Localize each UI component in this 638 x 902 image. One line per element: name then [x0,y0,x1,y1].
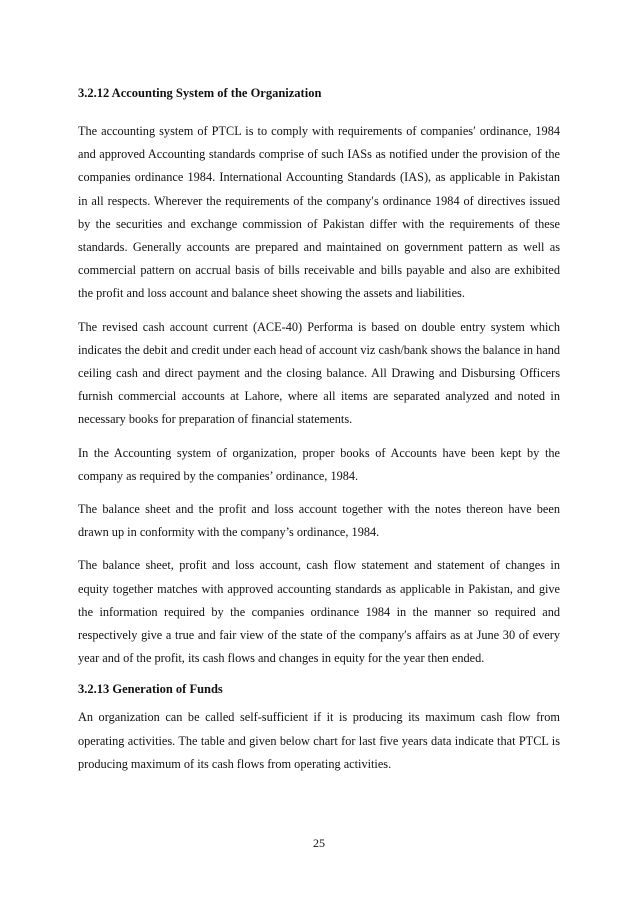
page-content [78,84,560,786]
section-heading-generation-of-funds: 3.2.13 Generation of Funds [78,682,223,697]
paragraph-ace40-performa: The revised cash account current (ACE-40) Performa is based on double entry system which indicates the debit and credit under each head of account viz cash/bank shows the balance in hand ceiling cash and direct payment and the closing balance. All Drawing and Disbursing Officers furnish commercial accounts at Lahore, where all items are separated analyzed and noted in necessary books for preparation of financial statements. [78,319,560,427]
paragraph-balance-sheet-conformity: The balance sheet and the profit and loss account together with the notes thereon have been drawn up in conformity with the company’s ordinance, 1984. [78,502,560,540]
paragraph-self-sufficient: An organization can be called self-sufficient if it is producing its maximum cash flow from operating activities. The table and given below chart for last five years data indicate that PTCL is producing maximum of its cash flows from operating activities. [78,710,560,771]
paragraph-true-fair-view: The balance sheet, profit and loss account, cash flow statement and statement of changes in equity together matches with approved accounting standards as applicable in Pakistan, and give the information required by the companies ordinance 1984 in the manner so required and respectively give a true and fair view of the state of the company′s affairs as at June 30 of every year and of the profit, its cash flows and changes in equity for the year then ended. [78,558,560,666]
section-heading-accounting-system: 3.2.12 Accounting System of the Organization [78,86,322,100]
paragraph-books-of-accounts: In the Accounting system of organization, proper books of Accounts have been kept by the company as required by the companies’ ordinance, 1984. [78,445,560,483]
page-number: 25 [313,836,325,850]
paragraph-accounting-system-intro: The accounting system of PTCL is to comply with requirements of companies′ ordinance, 1984 and approved Accounting standards comprise of such IASs as notified under the provision of the companies ordinance 1984. International Accounting Standards (IAS), as applicable in Pakistan in all respects. Wherever the requirements of the company′s ordinance 1984 of directives issued by the securities and exchange commission of Pakistan differ with the requirements of these standards. Generally accounts are prepared and maintained on government pattern as well as commercial pattern on accrual basis of bills receivable and bills payable and also are exhibited the profit and loss account and balance sheet showing the assets and liabilities. [78,124,560,301]
